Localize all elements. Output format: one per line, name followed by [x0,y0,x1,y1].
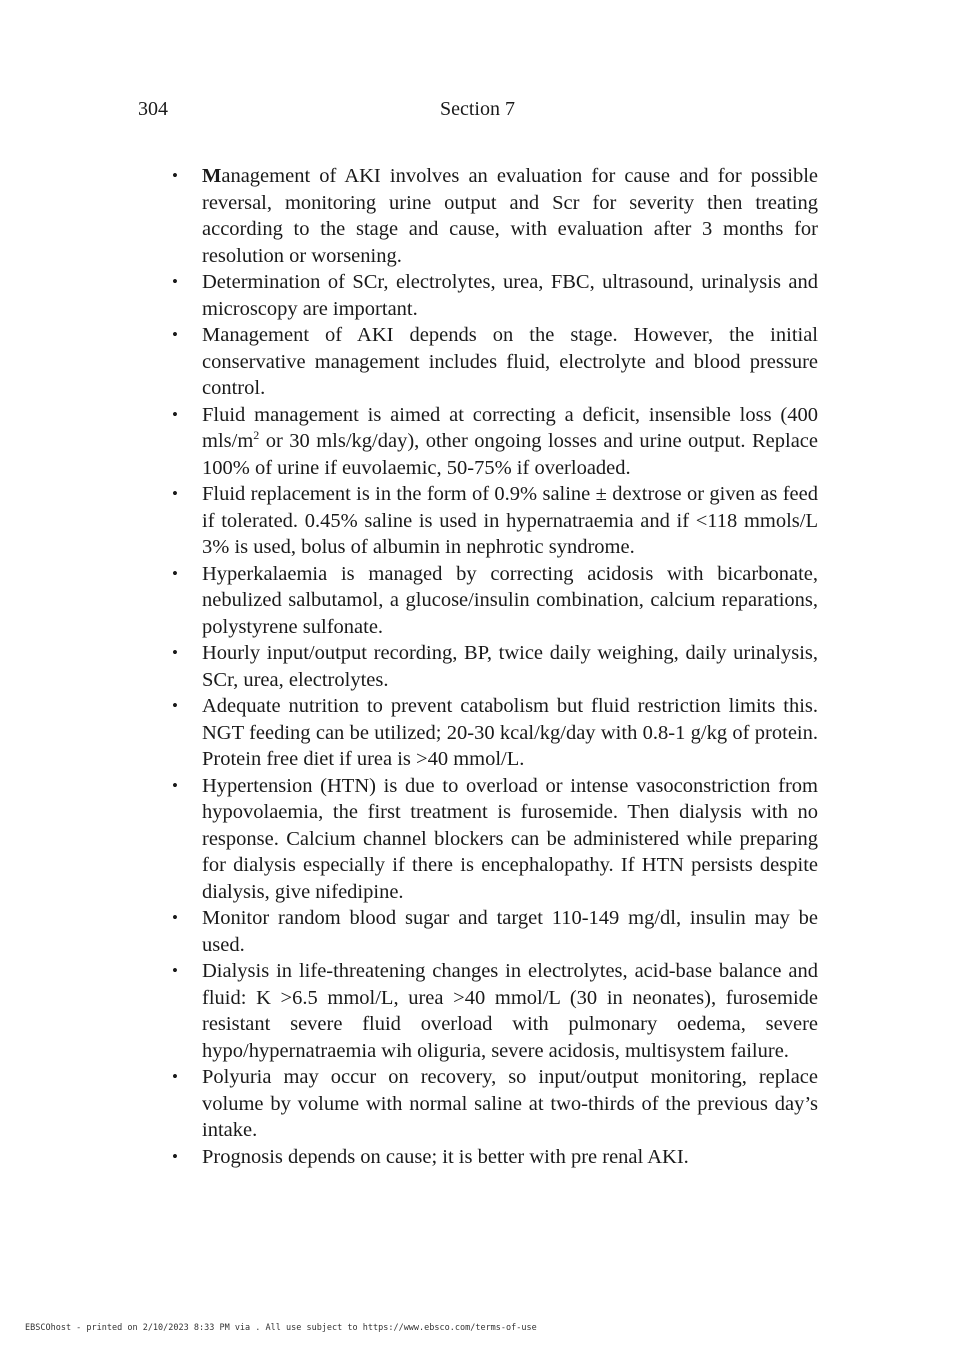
bullet-text: Polyuria may occur on recovery, so input/output monitoring, replace volume by volume with normal saline at two-thirds of the previous day’s intake. [202,1066,818,1141]
bullet-text: Determination of SCr, electrolytes, urea, FBC, ultrasound, urinalysis and microscopy are important. [202,271,818,320]
bullet-item [202,322,818,402]
bullet-text: anagement of AKI involves an evaluation for cause and for possible reversal, monitoring urine output and Scr for severity then treating according to the stage and cause, with evaluation after 3 months for resolution or worsening. [202,165,818,267]
bullet-item [202,481,818,561]
bullet-item [202,269,818,322]
bullet-text: Hypertension (HTN) is due to overload or intense vasoconstriction from hypovolaemia, the first treatment is furosemide. Then dialysis with no response. Calcium channel blockers can be administered while preparing for dialysis especially if there is encephalopathy. If HTN persists despite dialysis, give nifedipine. [202,774,818,903]
bullet-item [202,905,818,958]
bullet-item [202,1144,818,1171]
bullet-text: Fluid management is aimed at correcting a deficit, insensible loss (400 mls/m [202,403,818,452]
bullet-item [202,1064,818,1144]
bullet-list [202,163,818,1170]
bullet-item [202,773,818,906]
bullet-item [202,402,818,482]
bullet-text: Fluid replacement is in the form of 0.9% saline ± dextrose or given as feed if tolerated. 0.45% saline is used in hypernatraemia and if <118 mmols/L 3% is used, bolus of albumin in nephrotic syndrome. [202,483,818,558]
bullet-text: Dialysis in life-threatening changes in electrolytes, acid-base balance and fluid: K >6.5 mmol/L, urea >40 mmol/L (30 in neonates), furosemide resistant severe fluid overload with pulmonary oedema, severe hypo/hypernatraemia wih oliguria, severe acidosis, multisystem failure. [202,960,818,1062]
bullet-item [202,958,818,1064]
drop-initial: M [202,165,222,187]
bullet-item [202,163,818,269]
superscript: 2 [253,428,260,443]
bullet-item [202,561,818,641]
bullet-text: Adequate nutrition to prevent catabolism but fluid restriction limits this. NGT feeding can be utilized; 20-30 kcal/kg/day with 0.8-1 g/kg of protein. Protein free diet if urea is >40 mmol/L. [202,695,818,770]
bullet-text: Management of AKI depends on the stage. However, the initial conservative management includes fluid, electrolyte and blood pressure control. [202,324,818,399]
bullet-text: Hyperkalaemia is managed by correcting acidosis with bicarbonate, nebulized salbutamol, a glucose/insulin combination, calcium reparations, polystyrene sulfonate. [202,562,818,638]
bullet-text: or 30 mls/kg/day), other ongoing losses and urine output. Replace 100% of urine if euvolaemic, 50-75% if overloaded. [202,430,818,479]
bullet-item [202,640,818,693]
bullet-text: Hourly input/output recording, BP, twice daily weighing, daily urinalysis, SCr, urea, electrolytes. [202,642,818,691]
bullet-text: Prognosis depends on cause; it is better with pre renal AKI. [202,1145,689,1168]
section-title: Section 7 [440,98,515,120]
page-number: 304 [138,98,168,120]
bullet-item [202,693,818,773]
footer-notice: EBSCOhost - printed on 2/10/2023 8:33 PM via . All use subject to https://www.ebsco.com/terms-of-use [25,1323,537,1333]
bullet-text: Monitor random blood sugar and target 110-149 mg/dl, insulin may be used. [202,907,818,956]
